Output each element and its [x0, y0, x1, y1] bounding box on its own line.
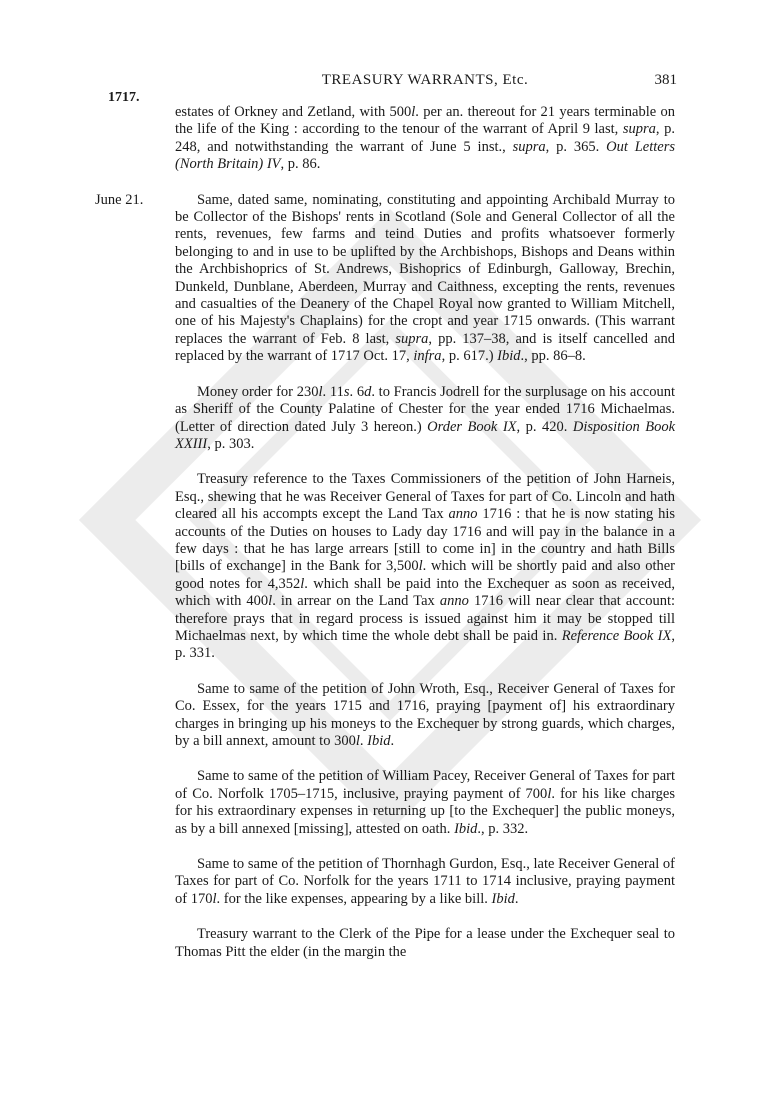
- page-header: [0, 72, 772, 105]
- entry-paragraph: Money order for 230l. 11s. 6d. to Francis Jodrell for the surplusage on his account as Sheriff of the County Palatine of Chester for the year ended 1716 Michaelmas. (Letter of direction dated July 3 hereon.) Order Book IX, p. 420. Disposition Book XXIII, p. 303.: [175, 383, 676, 452]
- entry-paragraph: Treasury reference to the Taxes Commissioners of the petition of John Harneis, Esq., shewing that he was Receiver General of Taxes for part of Co. Lincoln and hath cleared all his accompts except the Land Tax anno 1716 : that he is now stating his accounts of the Duties on houses to Lady day 1716 and will pay in the balance in a few days : that he has large arrears [still to come in] in the country and hath Bills [bills of exchange] in the Bank for 3,500l. which will be shortly paid and also other good notes for 4,352l. which shall be paid into the Exchequer as soon as received, which with 400l. in arrear on the Land Tax anno 1716 will near clear that account: therefore prays that in regard process is issued against him it may be stopped till Michaelmas next, by which time the whole debt shall be paid in. Reference Book IX, p. 331.: [175, 471, 676, 662]
- entry-paragraph: Treasury warrant to the Clerk of the Pipe for a lease under the Exchequer seal to Thomas Pitt the elder (in the margin the: [175, 926, 675, 960]
- entry-paragraph: estates of Orkney and Zetland, with 500l. per an. thereout for 21 years terminable on the life of the King : according to the tenour of the warrant of April 9 last, supra, p. 248, and notwithstanding the warrant of June 5 inst., supra, p. 365. Out Letters (North Britain) IV, p. 86.: [175, 104, 676, 173]
- entries-list: [175, 104, 675, 961]
- page-number: 381: [654, 72, 677, 88]
- entry-paragraph: Same, dated same, nominating, constituting and appointing Archibald Murray to be Collector of the Bishops' rents in Scotland (Sole and General Collector of all the rents, revenues, few farms and teind Duties and profits whatsoever formerly belonging to and in use to be uplifted by the Archbishops, Bishops and Deans within the Archbishoprics of St. Andrews, Bishoprics of Edinburgh, Galloway, Brechin, Dunkeld, Dunblane, Aberdeen, Murray and Caithness, excepting the rents, revenues and casualties of the Deanery of the Chapel Royal now granted to William Mitchell, one of his Majesty's Chaplains) for the cropt and year 1715 onwards. (This warrant replaces the warrant of Feb. 8 last, supra, pp. 137–38, and is itself cancelled and replaced by the warrant of 1717 Oct. 17, infra, p. 617.) Ibid., pp. 86–8.: [175, 191, 675, 365]
- header-year: 1717.: [108, 90, 140, 105]
- entry-paragraph: Same to same of the petition of William Pacey, Receiver General of Taxes for part of Co. Norfolk 1705–1715, inclusive, praying payment of 700l. for his like charges for his extraordinary expenses in returning up [to the Exchequer] the public moneys, as by a bill annexed [missing], attested on oath. Ibid., p. 332.: [175, 768, 675, 837]
- running-title: TREASURY WARRANTS, Etc.: [321, 72, 529, 88]
- entry-paragraph: Same to same of the petition of Thornhagh Gurdon, Esq., late Receiver General of Taxes for part of Co. Norfolk for the years 1711 to 1714 inclusive, praying payment of 170l. for the like expenses, appearing by a like bill. Ibid.: [175, 856, 675, 907]
- entry-paragraph: Same to same of the petition of John Wroth, Esq., Receiver General of Taxes for Co. Essex, for the years 1715 and 1716, praying [payment of] his extraordinary charges in bringing up his moneys to the Exchequer by strong guards, which charges, by a bill annext, amount to 300l. Ibid.: [175, 680, 675, 749]
- margin-date: June 21.: [95, 192, 144, 208]
- page-body: [175, 104, 675, 961]
